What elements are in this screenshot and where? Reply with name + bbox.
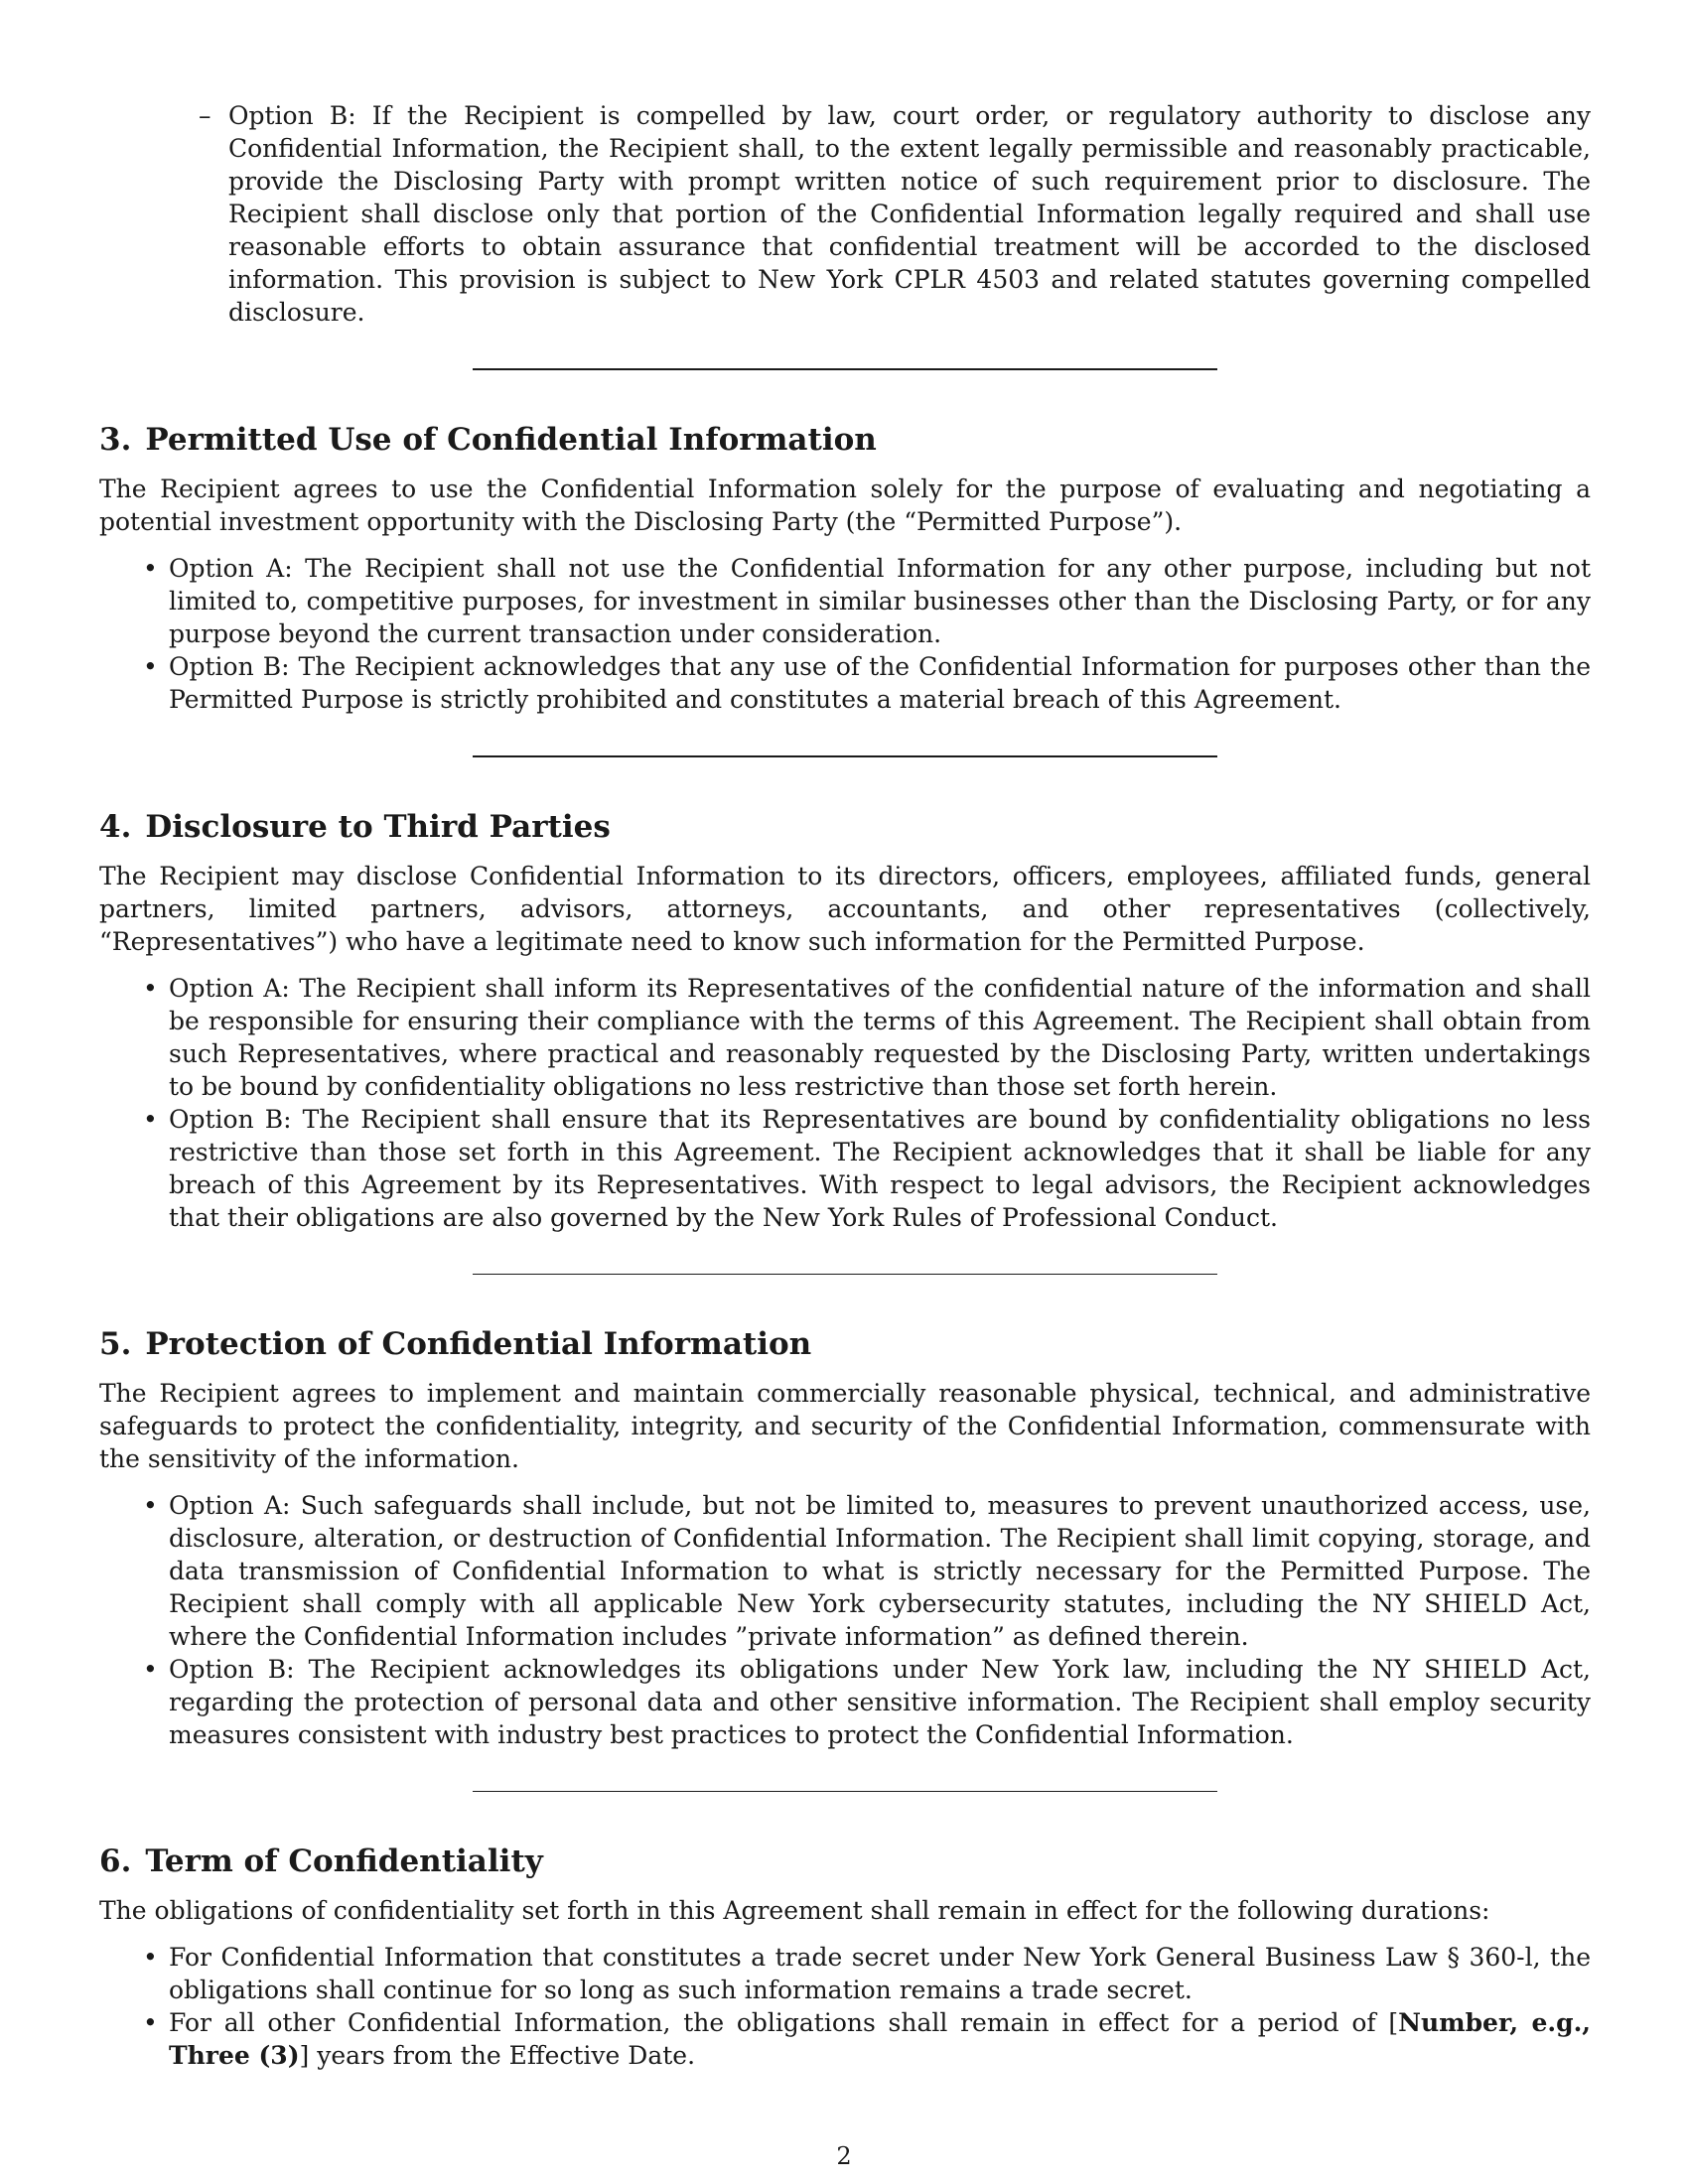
section-intro: The Recipient may disclose Confidential Information to its directors, officers, employees, affiliated funds, general partners, limited partners, advisors, attorneys, accountants, and other representatives (collectively, “Representatives”) who have a legitimate need to know such information for the Permitted Purpose. [99, 862, 1591, 956]
term-text-after: ] years from the Effective Date. [299, 2041, 696, 2070]
term-placeholder: Number, e.g., Three (3) [169, 2008, 1591, 2070]
section-permitted-use [99, 420, 1591, 716]
section-divider [473, 1791, 1217, 1792]
section-heading [99, 420, 1591, 460]
list-item: • Option B: The Recipient acknowledges its obligations under New York law, including the NY SHIELD Act, regarding the protection of personal data and other sensitive information. The Recipient shall employ security measures consistent with industry best practices to protect the Confidential Information. [169, 1653, 1591, 1751]
options-list [99, 1489, 1591, 1751]
section-protection [99, 1324, 1591, 1751]
list-item: • Option A: The Recipient shall not use the Confidential Information for any other purpose, including but not limited to, competitive purposes, for investment in similar businesses other than the Disclosing Party, or for any purpose beyond the current transaction under consideration. [169, 552, 1591, 650]
list-item-option-b: – Option B: If the Recipient is compelled by law, court order, or regulatory authority to disclose any Confidential Information, the Recipient shall, to the extent legally permissible and reasonably practicable, provide the Disclosing Party with prompt written notice of such requirement prior to disclosure. The Recipient shall disclose only that portion of the Confidential Information legally required and shall use reasonable efforts to obtain assurance that confidential treatment will be accorded to the disclosed information. This provision is subject to New York CPLR 4503 and related statutes governing compelled disclosure. [228, 99, 1591, 329]
continued-options-list [99, 99, 1591, 329]
section-divider [473, 368, 1217, 370]
section-divider [473, 755, 1217, 757]
section-intro: The Recipient agrees to implement and maintain commercially reasonable physical, technical, and administrative safeguards to protect the confidentiality, integrity, and security of the Confidential Information, commensurate with the sensitivity of the information. [99, 1379, 1591, 1473]
list-item: • Option B: The Recipient acknowledges that any use of the Confidential Information for purposes other than the Permitted Purpose is strictly prohibited and constitutes a material breach of this Agreement. [169, 650, 1591, 716]
section-title: Disclosure to Third Parties [145, 809, 611, 845]
list-item: • For Confidential Information that constitutes a trade secret under New York General Business Law § 360-l, the obligations shall continue for so long as such information remains a trade secret. [169, 1941, 1591, 2006]
section-number: 5. [99, 1326, 132, 1362]
section-heading [99, 807, 1591, 847]
section-title: Protection of Confidential Information [145, 1326, 812, 1362]
section-title: Term of Confidentiality [145, 1843, 543, 1879]
section-disclosure-third-parties [99, 807, 1591, 1234]
page-number: 2 [836, 2142, 852, 2170]
document-page [99, 99, 1591, 2072]
term-text-before: For all other Confidential Information, the obligations shall remain in effect for a period of [ [169, 2008, 1399, 2037]
section-intro: The obligations of confidentiality set forth in this Agreement shall remain in effect for the following durations: [99, 1896, 1490, 1925]
section-number: 4. [99, 809, 132, 845]
options-list [99, 1941, 1591, 2072]
section-heading [99, 1324, 1591, 1364]
options-list [99, 552, 1591, 716]
section-heading [99, 1842, 1591, 1881]
list-item: • Option A: The Recipient shall inform its Representatives of the confidential nature of the information and shall be responsible for ensuring their compliance with the terms of this Agreement. The Recipient shall obtain from such Representatives, where practical and reasonably requested by the Disclosing Party, written undertakings to be bound by confidentiality obligations no less restrictive than those set forth herein. [169, 972, 1591, 1103]
list-item: • Option A: Such safeguards shall include, but not be limited to, measures to prevent unauthorized access, use, disclosure, alteration, or destruction of Confidential Information. The Recipient shall limit copying, storage, and data transmission of Confidential Information to what is strictly necessary for the Permitted Purpose. The Recipient shall comply with all applicable New York cybersecurity statutes, including the NY SHIELD Act, where the Confidential Information includes ”private information” as defined therein. [169, 1489, 1591, 1653]
section-divider [473, 1274, 1217, 1275]
list-item: • Option B: The Recipient shall ensure that its Representatives are bound by confidentiality obligations no less restrictive than those set forth in this Agreement. The Recipient acknowledges that it shall be liable for any breach of this Agreement by its Representatives. With respect to legal advisors, the Recipient acknowledges that their obligations are also governed by the New York Rules of Professional Conduct. [169, 1103, 1591, 1234]
section-number: 3. [99, 422, 132, 458]
list-item [169, 2006, 1591, 2072]
options-list [99, 972, 1591, 1234]
section-term [99, 1842, 1591, 2072]
section-number: 6. [99, 1843, 132, 1879]
section-intro: The Recipient agrees to use the Confidential Information solely for the purpose of evaluating and negotiating a potential investment opportunity with the Disclosing Party (the “Permitted Purpose”). [99, 475, 1591, 536]
section-title: Permitted Use of Confidential Information [145, 422, 877, 458]
